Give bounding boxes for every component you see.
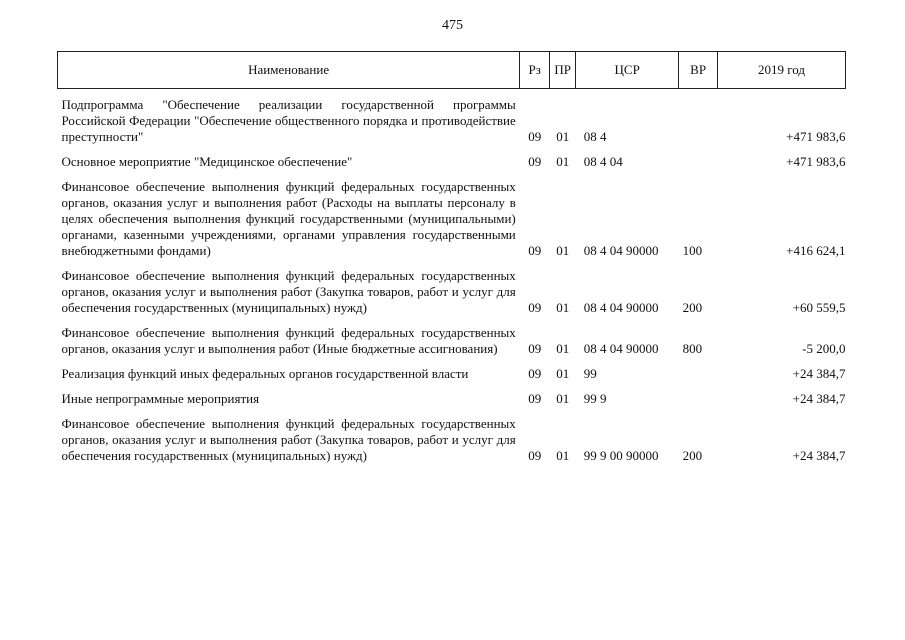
table-row <box>58 89 846 146</box>
row-csr: 08 4 04 90000 <box>583 243 659 258</box>
table-row <box>58 170 846 259</box>
header-pr: ПР <box>550 52 576 89</box>
row-rz: 09 <box>528 243 542 258</box>
row-name: Реализация функций иных федеральных органов государственной власти <box>61 366 469 381</box>
table-row <box>58 407 846 464</box>
row-csr: 99 9 00 90000 <box>583 448 659 463</box>
header-vr: ВР <box>679 52 718 89</box>
row-vr: 800 <box>682 341 703 356</box>
row-csr: 08 4 04 90000 <box>583 300 659 315</box>
row-name: Финансовое обеспечение выполнения функций федеральных государственных органов, оказания услуг и выполнения работ (Закупка товаров, работ и услуг для обеспечения государственных (муниципальных) нужд) <box>61 268 516 315</box>
row-pr: 01 <box>556 300 570 315</box>
row-rz: 09 <box>528 154 542 169</box>
table-row <box>58 357 846 382</box>
row-sum: +24 384,7 <box>792 366 846 381</box>
row-sum: +60 559,5 <box>792 300 846 315</box>
row-csr: 08 4 04 90000 <box>583 341 659 356</box>
row-sum: -5 200,0 <box>802 341 846 356</box>
row-csr: 08 4 <box>583 129 607 144</box>
table-row <box>58 316 846 357</box>
row-pr: 01 <box>556 154 570 169</box>
header-rz: Рз <box>520 52 550 89</box>
header-name: Наименование <box>58 52 520 89</box>
budget-table <box>57 51 846 464</box>
row-csr: 99 9 <box>583 391 607 406</box>
row-csr: 99 <box>583 366 597 381</box>
row-vr <box>679 357 718 382</box>
table-header <box>58 52 846 89</box>
row-vr: 200 <box>682 300 703 315</box>
row-sum: +416 624,1 <box>786 243 846 258</box>
row-rz: 09 <box>528 391 542 406</box>
row-pr: 01 <box>556 366 570 381</box>
row-pr: 01 <box>556 341 570 356</box>
row-sum: +24 384,7 <box>792 448 846 463</box>
row-sum: +471 983,6 <box>786 129 846 144</box>
row-rz: 09 <box>528 300 542 315</box>
row-vr <box>679 145 718 170</box>
row-vr <box>679 89 718 146</box>
row-name: Финансовое обеспечение выполнения функций федеральных государственных органов, оказания услуг и выполнения работ (Закупка товаров, работ и услуг для обеспечения государственных (муниципальных) нужд) <box>61 416 516 463</box>
row-rz: 09 <box>528 448 542 463</box>
row-rz: 09 <box>528 129 542 144</box>
table-row <box>58 259 846 316</box>
row-vr <box>679 382 718 407</box>
row-pr: 01 <box>556 391 570 406</box>
header-csr: ЦСР <box>576 52 679 89</box>
row-name: Подпрограмма "Обеспечение реализации государственной программы Российской Федерации "Обеспечение общественного порядка и противодействие преступности" <box>61 97 516 144</box>
row-vr: 200 <box>682 448 703 463</box>
page-number: 475 <box>442 18 463 33</box>
row-csr: 08 4 04 <box>583 154 623 169</box>
row-name: Финансовое обеспечение выполнения функций федеральных государственных органов, оказания услуг и выполнения работ (Расходы на выплаты персоналу в целях обеспечения выполнения функций государственными (муниципальными) органами, казенными учреждениями, органами управления государственными внебюджетными фондами) <box>61 179 516 258</box>
row-pr: 01 <box>556 448 570 463</box>
row-sum: +24 384,7 <box>792 391 846 406</box>
row-rz: 09 <box>528 366 542 381</box>
row-pr: 01 <box>556 129 570 144</box>
row-vr: 100 <box>682 243 703 258</box>
row-name: Основное мероприятие "Медицинское обеспечение" <box>61 154 353 169</box>
header-year: 2019 год <box>718 52 846 89</box>
row-name: Финансовое обеспечение выполнения функций федеральных государственных органов, оказания услуг и выполнения работ (Иные бюджетные ассигнования) <box>61 325 516 356</box>
table-row <box>58 145 846 170</box>
row-rz: 09 <box>528 341 542 356</box>
row-pr: 01 <box>556 243 570 258</box>
row-name: Иные непрограммные мероприятия <box>61 391 260 406</box>
row-sum: +471 983,6 <box>786 154 846 169</box>
table-row <box>58 382 846 407</box>
